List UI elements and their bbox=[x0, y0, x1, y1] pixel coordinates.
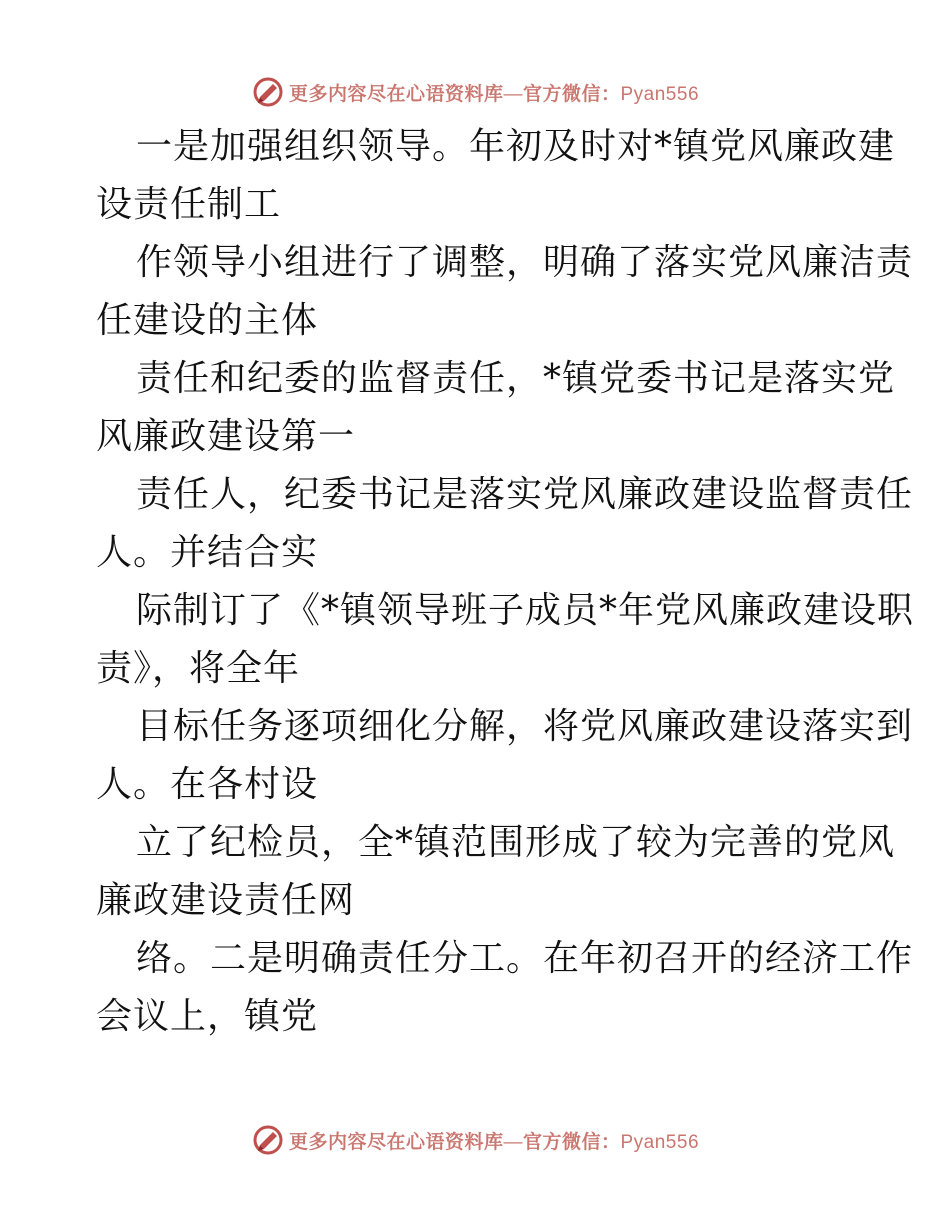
text-line: 设责任制工 bbox=[96, 184, 282, 225]
text-line: 责任和纪委的监督责任，*镇党委书记是落实党 bbox=[136, 358, 896, 399]
text-line: 际制订了《*镇领导班子成员*年党风廉政建设职 bbox=[136, 590, 915, 631]
text-line: 络。二是明确责任分工。在年初召开的经济工作 bbox=[136, 938, 914, 979]
text-line: 责任人，纪委书记是落实党风廉政建设监督责任 bbox=[136, 474, 914, 515]
text-line: 会议上，镇党 bbox=[96, 996, 319, 1037]
footer-watermark bbox=[0, 1120, 950, 1160]
text-line: 风廉政建设第一 bbox=[96, 416, 356, 457]
text-line: 责》，将全年 bbox=[96, 648, 301, 689]
text-line: 一是加强组织领导。年初及时对*镇党风廉政建 bbox=[136, 126, 896, 167]
text-line: 廉政建设责任网 bbox=[96, 880, 356, 921]
watermark-text: 更多内容尽在心语资料库—官方微信：Pyan556 bbox=[288, 82, 700, 105]
pen-logo-icon bbox=[251, 75, 285, 109]
text-line: 人。在各村设 bbox=[96, 764, 319, 805]
text-line: 人。并结合实 bbox=[96, 532, 319, 573]
text-line: 作领导小组进行了调整，明确了落实党风廉洁责 bbox=[136, 242, 914, 283]
text-line: 任建设的主体 bbox=[96, 300, 319, 341]
text-line: 立了纪检员，全*镇范围形成了较为完善的党风 bbox=[136, 822, 896, 863]
watermark-text: 更多内容尽在心语资料库—官方微信：Pyan556 bbox=[288, 1130, 700, 1153]
pen-logo-icon bbox=[251, 1123, 285, 1157]
text-line: 目标任务逐项细化分解，将党风廉政建设落实到 bbox=[136, 706, 914, 747]
document-body bbox=[96, 118, 915, 1046]
header-watermark bbox=[0, 72, 950, 112]
